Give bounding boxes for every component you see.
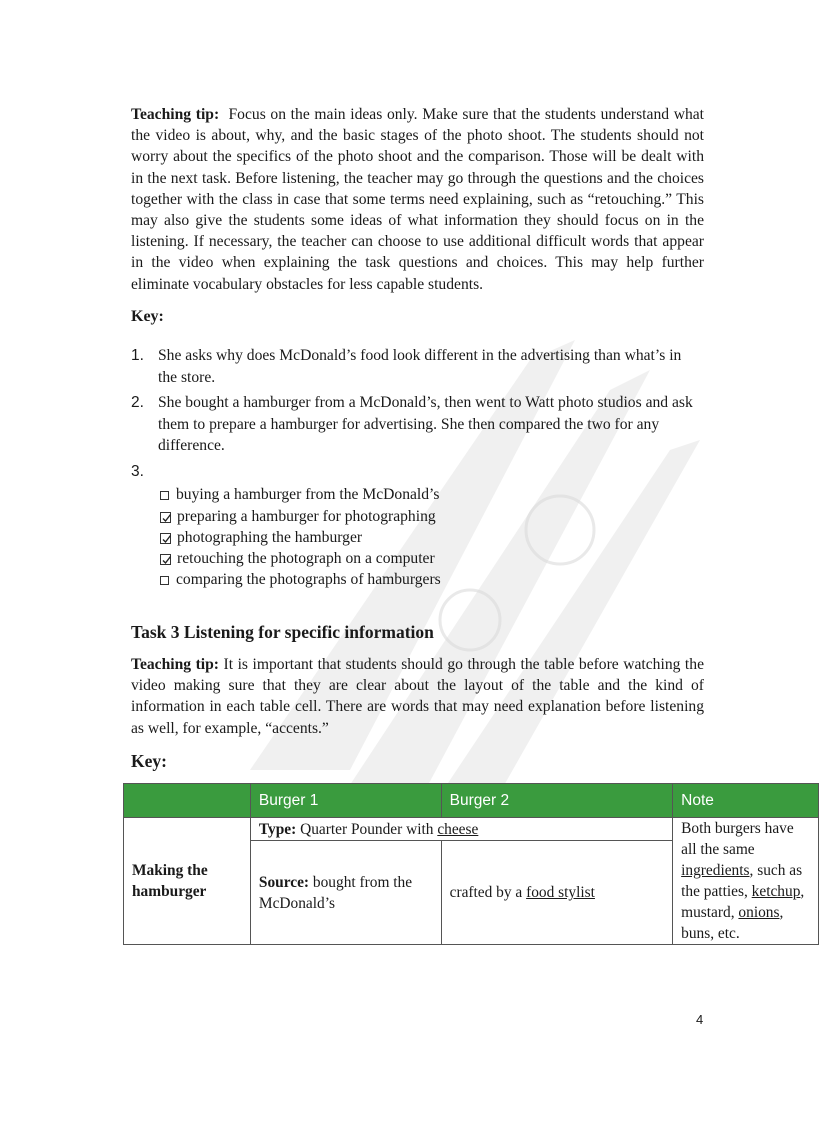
key-table xyxy=(123,783,819,945)
checklist-item xyxy=(160,506,436,527)
checklist-text: preparing a hamburger for photographing xyxy=(177,508,436,525)
answer-number: 2. xyxy=(131,394,144,411)
key-heading: Key: xyxy=(131,308,164,325)
answer-number: 1. xyxy=(131,347,144,364)
source-text: bought from the McDonald’s xyxy=(258,873,413,912)
checklist-item xyxy=(160,548,435,569)
checklist-item xyxy=(160,484,439,505)
table-header-cell xyxy=(124,784,251,818)
crafted-text: crafted by a xyxy=(449,884,523,901)
type-label: Type: xyxy=(258,820,297,838)
note-underlined: onions xyxy=(738,904,780,921)
unchecked-box-icon xyxy=(160,576,169,585)
answer-number: 3. xyxy=(131,463,144,480)
checklist-text: photographing the hamburger xyxy=(177,529,363,546)
note-text: , buns, etc. xyxy=(681,904,784,942)
type-underlined: cheese xyxy=(437,820,479,838)
checked-box-icon xyxy=(160,554,171,565)
teaching-tip-text: It is important that students should go through the table before watching the video making sure that they are clear about the layout of the table and the kind of information in each table cell. There are words that may need explanation before listening as well, for example, “accents.” xyxy=(131,656,704,737)
checklist-text: buying a hamburger from the McDonald’s xyxy=(176,486,440,503)
row-label-cell xyxy=(124,818,251,945)
task3-title: Task 3 Listening for specific information xyxy=(131,622,434,642)
note-cell xyxy=(673,818,819,945)
checked-box-icon xyxy=(160,533,171,544)
answer-text: She bought a hamburger from a McDonald’s, then went to Watt photo studios and ask them to prepare a hamburger for advertising. She then compared the two for any difference. xyxy=(158,394,693,454)
checked-box-icon xyxy=(160,512,171,523)
note-text: , such as the patties, xyxy=(681,862,803,900)
table-header-cell: Burger 2 xyxy=(441,784,673,818)
checklist-item xyxy=(160,569,441,590)
crafted-underlined: food stylist xyxy=(526,884,595,901)
teaching-tip-text: Focus on the main ideas only. Make sure that the students understand what the video is about, why, and the basic stages of the photo shoot. The students should not worry about the specifics of the photo shoot and the comparison. Those will be dealt with in the next task. Before listening, the teacher may go through the questions and the choices together with the class in case that some terms need explaining, such as “retouching.” This may also give the students some ideas of what information they should focus on in the listening. If necessary, the teacher can choose to use additional difficult words that appear in the video when explaining the task questions and choices. This may help further eliminate vocabulary obstacles for less capable students. xyxy=(131,106,705,293)
row-label: Making the hamburger xyxy=(132,862,208,900)
note-underlined: ingredients xyxy=(681,862,750,879)
page-number: 4 xyxy=(696,1012,704,1027)
table-row xyxy=(124,818,819,841)
table-header-cell: Burger 1 xyxy=(250,784,441,818)
type-cell xyxy=(250,818,672,841)
type-text: Quarter Pounder with xyxy=(300,820,434,838)
note-underlined: ketchup xyxy=(751,883,801,900)
teaching-tip-label: Teaching tip: xyxy=(131,106,220,123)
source-label: Source: xyxy=(258,873,310,891)
note-text: , mustard, xyxy=(681,883,805,921)
crafted-cell xyxy=(441,841,673,945)
key-heading: Key: xyxy=(131,751,167,771)
task3-teaching-tip xyxy=(131,654,704,739)
checklist-text: comparing the photographs of hamburgers xyxy=(176,571,441,588)
checklist-text: retouching the photograph on a computer xyxy=(177,550,435,567)
checklist-item xyxy=(160,527,362,548)
table-header-row xyxy=(124,784,819,818)
note-text: Both burgers have all the same xyxy=(681,820,794,858)
table-header-cell: Note xyxy=(673,784,819,818)
source-cell xyxy=(250,841,441,945)
teaching-tip-label: Teaching tip: xyxy=(131,656,219,673)
unchecked-box-icon xyxy=(160,491,169,500)
teaching-tip-paragraph xyxy=(131,104,704,295)
answer-text: She asks why does McDonald’s food look different in the advertising than what’s in the store. xyxy=(158,347,682,386)
